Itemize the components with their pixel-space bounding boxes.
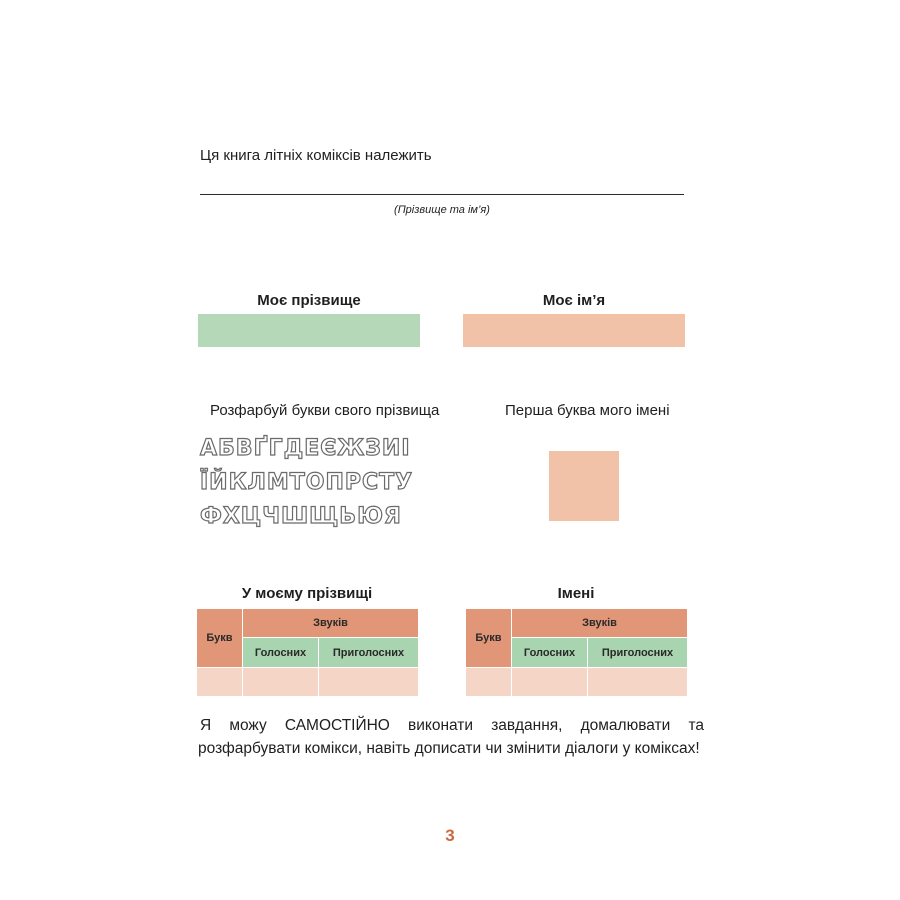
letters-header: Букв [197,609,243,668]
alphabet-row-2[interactable]: ЇЙКЛМТОПРСТУ [200,470,414,495]
owner-text: Ця книга літніх коміксів належить [200,147,432,164]
signature-hint: (Прізвище та ім’я) [394,204,490,216]
surname-title: Моє прізвище [257,292,361,309]
vowels-cell[interactable] [512,668,588,697]
vowels-cell[interactable] [243,668,319,697]
name-box[interactable] [463,314,685,347]
consonants-header: Приголосних [319,638,419,668]
vowels-header: Голосних [512,638,588,668]
page-number: 3 [445,826,455,845]
sounds-header: Звуків [243,609,419,638]
letters-cell[interactable] [197,668,243,697]
letters-header: Букв [466,609,512,668]
name-sounds-table [465,608,688,697]
alphabet-row-1[interactable]: АБВҐГДЕЄЖЗИІ [200,436,411,461]
outline-alphabet [200,432,430,534]
name-title: Моє ім’я [542,292,606,309]
consonants-cell[interactable] [319,668,419,697]
consonants-header: Приголосних [588,638,688,668]
first-letter-box[interactable] [549,451,619,521]
signature-line [200,194,684,195]
right-table-title: Імені [557,585,595,602]
first-letter-title: Перша буква мого імені [505,402,670,419]
left-table-title: У моєму прізвищі [241,585,373,602]
consonants-cell[interactable] [588,668,688,697]
sounds-header: Звуків [512,609,688,638]
self-reliance-statement: Я можу САМОСТІЙНО виконати завдання, домалювати та розфарбувати комікси, навіть дописати чи змінити діалоги у коміксах! [198,717,704,757]
alphabet-row-3[interactable]: ФХЦЧШЩЬЮЯ [200,504,402,529]
surname-sounds-table [196,608,419,697]
letters-cell[interactable] [466,668,512,697]
vowels-header: Голосних [243,638,319,668]
surname-box[interactable] [198,314,420,347]
coloring-instruction: Розфарбуй букви свого прізвища [210,402,440,419]
